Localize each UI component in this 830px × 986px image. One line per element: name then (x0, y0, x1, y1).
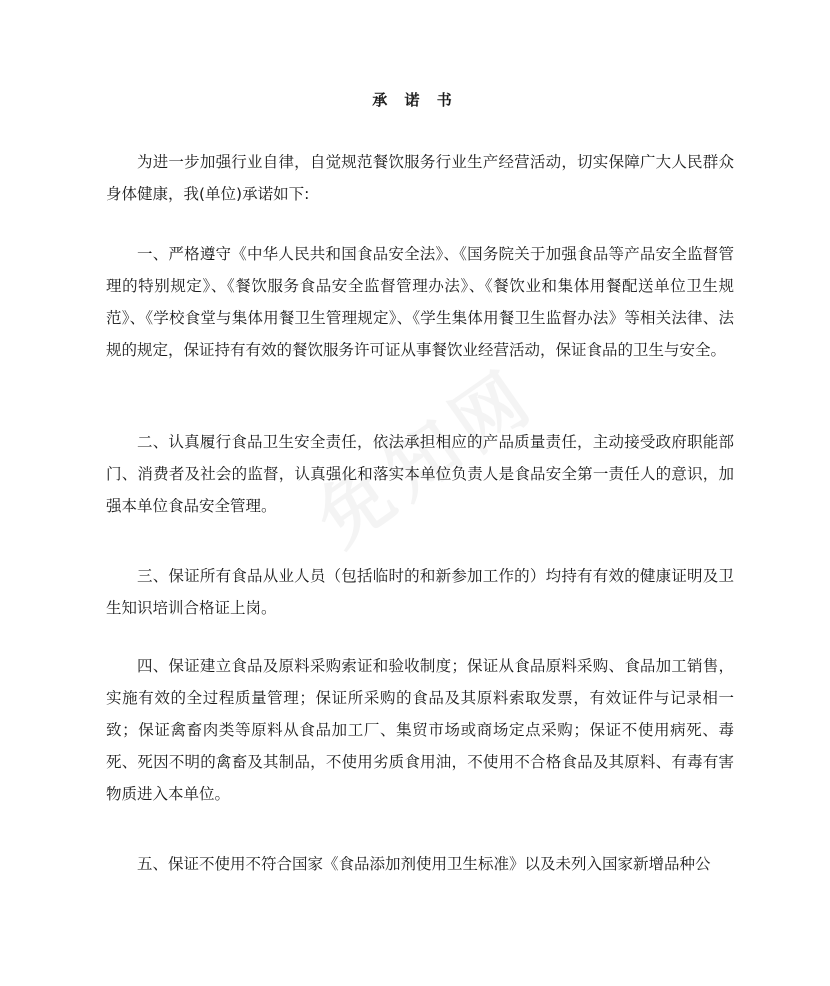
document-title: 承 诺 书 (372, 91, 458, 109)
clause-4-paragraph: 四、保证建立食品及原料采购索证和验收制度；保证从食品原料采购、食品加工销售，实施有效的全过程质量管理；保证所采购的食品及其原料索取发票，有效证件与记录相一致；保证禽畜肉类等原料从食品加工厂、集贸市场或商场定点采购；保证不使用病死、毒死、死因不明的禽畜及其制品，不使用劣质食用油，不使用不合格食品及其原料、有毒有害物质进入本单位。 (106, 657, 734, 803)
intro-paragraph: 为进一步加强行业自律，自觉规范餐饮服务行业生产经营活动，切实保障广大人民群众身体健康，我(单位)承诺如下: (106, 153, 734, 203)
clause-5-paragraph: 五、保证不使用不符合国家《食品添加剂使用卫生标准》以及未列入国家新增品种公 (137, 855, 711, 873)
clause-2-paragraph: 二、认真履行食品卫生安全责任，依法承担相应的产品质量责任，主动接受政府职能部门、消费者及社会的监督，认真强化和落实本单位负责人是食品安全第一责任人的意识，加强本单位食品安全管理。 (106, 433, 734, 515)
clause-1-paragraph: 一、严格遵守《中华人民共和国食品安全法》、《国务院关于加强食品等产品安全监督管理的特别规定》、《餐饮服务食品安全监督管理办法》、《餐饮业和集体用餐配送单位卫生规范》、《学校食堂与集体用餐卫生管理规定》、《学生集体用餐卫生监督办法》等相关法律、法规的规定，保证持有有效的餐饮服务许可证从事餐饮业经营活动，保证食品的卫生与安全。 (106, 245, 734, 359)
clause-3-paragraph: 三、保证所有食品从业人员（包括临时的和新参加工作的）均持有有效的健康证明及卫生知识培训合格证上岗。 (106, 567, 734, 617)
